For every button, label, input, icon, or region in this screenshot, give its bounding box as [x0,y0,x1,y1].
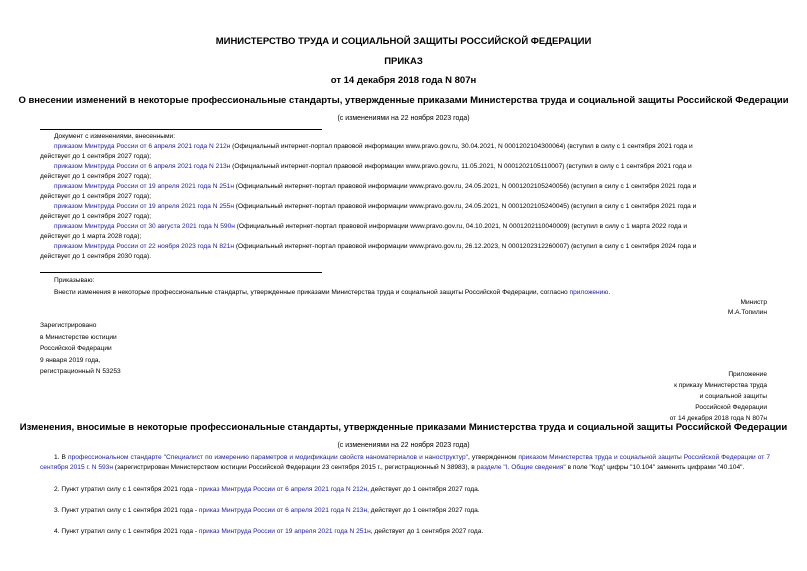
repeal-link-213n[interactable]: приказ Минтруда России от 6 апреля 2021 года N 213н [198,507,368,514]
appendix-link[interactable]: приложению [569,289,609,296]
order-body [40,276,770,298]
amendment-item-cont: действует до 1 сентября 2030 года). [40,253,152,260]
prof-standard-link[interactable]: профессиональном стандарте "Специалист по измерению параметров и модификации свойств наноматериалов и наноструктур" [68,454,468,461]
amendments-intro: Документ с изменениями, внесенными: [54,133,176,140]
repeal-link-251n[interactable]: приказ Минтруда России от 19 апреля 2021 года N 251н [198,528,371,535]
section-general-link[interactable]: разделе "I. Общие сведения" [476,464,566,471]
prikazyvayu-label: Приказываю: [54,277,95,284]
amendment-item-cont: действует до 1 сентября 2027 года); [40,213,152,220]
amendment-link-821n[interactable]: приказом Минтруда России от 22 ноября 2023 года N 821н [54,243,235,250]
amendment-item: приказом Минтруда России от 6 апреля 2021 года N 212н (Официальный интернет-портал правовой информации www.pravo.gov.ru, 30.04.2021, N 0001202104300064) (вступил в силу с 1 сентября 2021 года и [54,143,693,150]
divider-bottom [40,272,322,273]
amendment-item-cont: действует до 1 сентября 2027 года); [40,153,152,160]
amendment-item-cont: действует до 1 марта 2028 года); [40,233,142,240]
amendment-item: приказом Минтруда России от 6 апреля 2021 года N 213н (Официальный интернет-портал правовой информации www.pravo.gov.ru, 11.05.2021, N 0001202105110007) (вступил в силу с 1 сентября 2021 года и [54,163,692,170]
repeal-link-212n[interactable]: приказ Минтруда России от 6 апреля 2021 года N 212н [198,486,368,493]
document-date: от 14 декабря 2018 года N 807н [330,75,477,86]
appendix-item-3: 3. Пункт утратил силу с 1 сентября 2021 года - приказ Минтруда России от 6 апреля 2021 года N 213н, действует до 1 сентября 2027 года. [54,507,480,514]
divider-top [40,129,322,130]
registration-block [40,320,121,378]
amendment-item-cont: действует до 1 сентября 2027 года); [40,173,152,180]
registration-line: Зарегистрировано [40,322,97,329]
document-title: О внесении изменений в некоторые профессиональные стандарты, утвержденные приказами Министерства труда и социальной защиты Российской Федерации [18,95,789,106]
appendix-ref-line: и социальной защиты [699,393,767,400]
appendix-ref-line: от 14 декабря 2018 года N 807н [669,415,767,422]
registration-line: в Министерстве юстиции [40,333,117,341]
appendix-ref-line: Российской Федерации [695,404,767,411]
amendment-item: приказом Минтруда России от 19 апреля 2021 года N 251н (Официальный интернет-портал правовой информации www.pravo.gov.ru, 24.05.2021, N 0001202105240056) (вступил в силу с 1 сентября 2021 года и [54,183,697,190]
amendment-link-212n[interactable]: приказом Минтруда России от 6 апреля 2021 года N 212н [54,143,231,150]
appendix-reference [670,369,767,424]
registration-line: регистрационный N 53253 [40,368,121,375]
registration-line: 9 января 2019 года, [40,356,101,364]
amendment-item: приказом Минтруда России от 30 августа 2021 года N 590н (Официальный интернет-портал правовой информации www.pravo.gov.ru, 04.10.2021, N 0001202110040009) (вступил в силу с 1 марта 2022 года и [54,223,688,230]
appendix-item-2: 2. Пункт утратил силу с 1 сентября 2021 года - приказ Минтруда России от 6 апреля 2021 года N 212н, действует до 1 сентября 2027 года. [54,486,480,493]
amendment-link-213n[interactable]: приказом Минтруда России от 6 апреля 2021 года N 213н [54,163,231,170]
amendments-list [40,132,770,262]
appendix-title: Изменения, вносимые в некоторые профессиональные стандарты, утвержденные приказами Министерства труда и социальной защиты Российской Федерации [19,422,788,433]
signature-block [728,298,767,318]
signer-name: М.А.Топилин [727,309,767,316]
order-text: Внести изменения в некоторые профессиональные стандарты, утвержденные приказами Министерства труда и социальной защиты Российской Федерации, согласно приложению. [54,289,611,296]
appendix-subtitle: (с изменениями на 22 ноября 2023 года) [337,442,470,449]
appendix-ref-line: к приказу Министерства труда [674,382,767,389]
amendment-item-cont: действует до 1 сентября 2027 года); [40,193,152,200]
amendment-item: приказом Минтруда России от 19 апреля 2021 года N 255н (Официальный интернет-портал правовой информации www.pravo.gov.ru, 24.05.2021, N 0001202105240045) (вступил в силу с 1 сентября 2021 года и [54,203,697,210]
appendix-item-4: 4. Пункт утратил силу с 1 сентября 2021 года - приказ Минтруда России от 19 апреля 2021 года N 251н, действует до 1 сентября 2027 года. [54,528,484,535]
order-593n-link[interactable]: приказом Министерства труда и социальной защиты Российской Федерации от 7 сентября 2015 г. N 593н [40,454,771,471]
appendix-ref-line: Приложение [728,371,767,378]
appendix-item-1: 1. В профессиональном стандарте "Специалист по измерению параметров и модификации свойств наноматериалов и наноструктур", утвержденном приказом Министерства труда и социальной защиты Российской Федерации от 7 сентября 2015 г. N 593н (зарегистрирован Министерством юстиции Российской Федерации 23 сентября 2015 г., регистрационный N 38983), в разделе "I. Общие сведения" в поле "Код" цифры "10.104" заменить цифрами "40.104". [40,454,771,471]
signer-title: Министр [740,299,767,306]
amendment-item: приказом Минтруда России от 22 ноября 2023 года N 821н (Официальный интернет-портал правовой информации www.pravo.gov.ru, 26.12.2023, N 0001202312260007) (вступил в силу с 1 сентября 2024 года и [54,243,697,250]
registration-line: Российской Федерации [40,345,112,352]
ministry-name: МИНИСТЕРСТВО ТРУДА И СОЦИАЛЬНОЙ ЗАЩИТЫ РОССИЙСКОЙ ФЕДЕРАЦИИ [215,36,592,47]
document-type: ПРИКАЗ [384,56,423,67]
amendment-link-590n[interactable]: приказом Минтруда России от 30 августа 2021 года N 590н [54,223,235,230]
amendment-link-251n[interactable]: приказом Минтруда России от 19 апреля 2021 года N 251н [54,183,234,190]
document-subtitle: (с изменениями на 22 ноября 2023 года) [337,115,470,122]
amendment-link-255n[interactable]: приказом Минтруда России от 19 апреля 2021 года N 255н [54,203,234,210]
